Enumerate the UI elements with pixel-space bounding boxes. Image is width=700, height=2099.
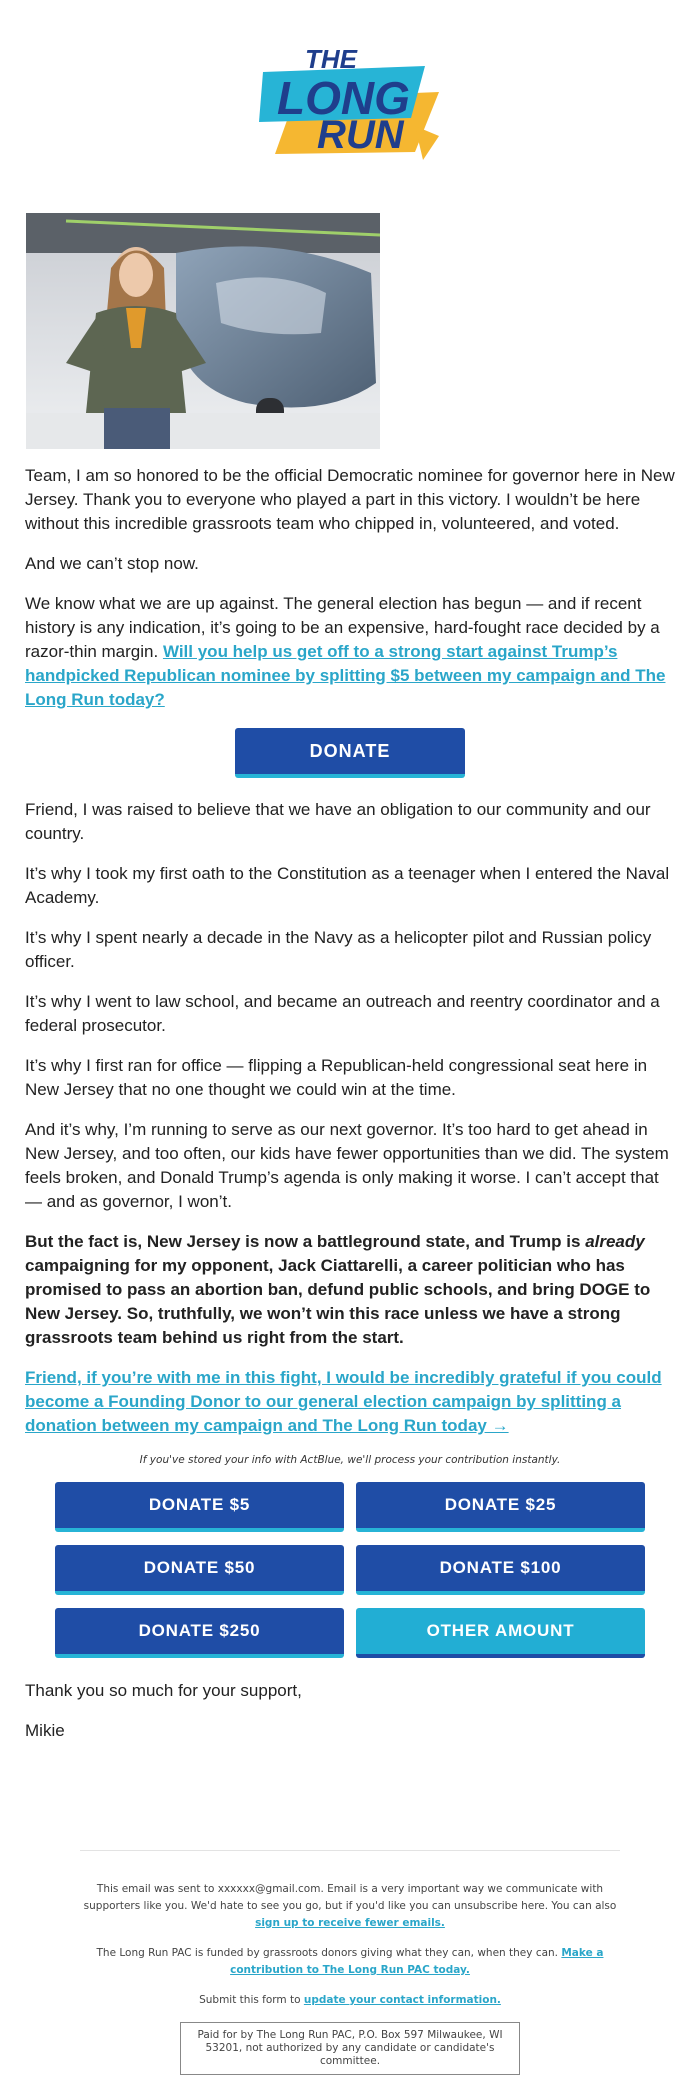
battleground-emphasis: already — [585, 1232, 645, 1251]
donate-button[interactable]: DONATE — [235, 728, 465, 778]
founding-donor-link[interactable]: Friend, if you’re with me in this fight, I would be incredibly grateful if you could become a Founding Donor to our general election campaign by splitting a donation between my campaign and The Long Run today → — [25, 1368, 662, 1435]
donate-100-button[interactable]: DONATE $100 — [356, 1545, 645, 1595]
paragraph-governor: And it’s why, I’m running to serve as our next governor. It’s too hard to get ahead in New Jersey, and too often, our kids have fewer opportunities than we did. The system feels broken, and Donald Trump’s agenda is only making it worse. I can’t accept that — and as governor, I won’t. — [25, 1120, 669, 1211]
donate-5-button[interactable]: DONATE $5 — [55, 1482, 344, 1532]
hero-photo — [26, 213, 380, 449]
signature: Mikie — [25, 1721, 65, 1740]
donate-50-button[interactable]: DONATE $50 — [55, 1545, 344, 1595]
logo-graphic — [255, 36, 450, 161]
donate-250-button[interactable]: DONATE $250 — [55, 1608, 344, 1658]
paragraph-congress: It’s why I first ran for office — flipping a Republican-held congressional seat here in New Jersey that no one thought we could win at the time. — [25, 1056, 648, 1099]
other-amount-button[interactable]: OTHER AMOUNT — [356, 1608, 645, 1658]
paragraph-law-school: It’s why I went to law school, and became an outreach and reentry coordinator and a federal prosecutor. — [25, 992, 660, 1035]
footer-funded-by: The Long Run PAC is funded by grassroots donors giving what they can, when they can. — [96, 1947, 562, 1959]
paragraph-raised: Friend, I was raised to believe that we have an obligation to our community and our country. — [25, 800, 651, 843]
thanks-line: Thank you so much for your support, — [25, 1681, 302, 1700]
paragraph-founding-donor — [25, 1366, 675, 1438]
paid-for-by-box: Paid for by The Long Run PAC, P.O. Box 597 Milwaukee, WI 53201, not authorized by any candidate or candidate's committee. — [180, 2022, 520, 2075]
donation-amount-grid — [55, 1482, 645, 1658]
footer-funding-text — [80, 1945, 620, 1979]
paragraph-battleground — [25, 1230, 675, 1350]
logo-text-run: RUN — [317, 113, 404, 157]
logo-text-the: THE — [305, 44, 357, 74]
email-body — [25, 464, 675, 1759]
footer-sent-to: This email was sent to xxxxxx@gmail.com. Email is a very important way we communicate with supporters like you. We'd hate to see you go, but if you'd like you can unsubscribe here. You can also — [83, 1883, 617, 1912]
donate-25-button[interactable]: DONATE $25 — [356, 1482, 645, 1532]
paragraph-oath: It’s why I took my first oath to the Constitution as a teenager when I entered the Naval Academy. — [25, 864, 670, 907]
long-run-logo[interactable] — [255, 36, 450, 161]
split-five-link[interactable]: Will you help us get off to a strong start against Trump’s handpicked Republican nominee by splitting $5 between my campaign and The Long Run today? — [25, 642, 666, 709]
general-election-text: We know what we are up against. The general election has begun — and if recent history is any indication, it’s going to be an expensive, hard-fought race decided by a razor-thin margin. — [25, 594, 660, 661]
update-contact-link[interactable]: update your contact information. — [303, 1994, 501, 2006]
paragraph-cant-stop: And we can’t stop now. — [25, 554, 199, 573]
footer-unsubscribe-text — [80, 1881, 620, 1932]
footer-submit-form: Submit this form to — [199, 1994, 304, 2006]
logo-text-long: LONG — [277, 72, 410, 124]
contribute-pac-link[interactable]: Make a contribution to The Long Run PAC today. — [230, 1947, 604, 1976]
battleground-text-2: campaigning for my opponent, Jack Ciattarelli, a career politician who has promised to pass an abortion ban, defund public schools, and bring DOGE to New Jersey. So, truthfully, we won’t win this race unless we have a strong grassroots team behind us right from the start. — [25, 1256, 651, 1347]
battleground-text-1: But the fact is, New Jersey is now a battleground state, and Trump is — [25, 1232, 586, 1251]
paragraph-navy: It’s why I spent nearly a decade in the Navy as a helicopter pilot and Russian policy officer. — [25, 928, 652, 971]
footer-update-text — [80, 1992, 620, 2009]
intro-paragraph: Team, I am so honored to be the official Democratic nominee for governor here in New Jersey. Thank you to everyone who played a part in this victory. I wouldn’t be here without this incredible grassroots team who chipped in, volunteered, and voted. — [25, 466, 675, 533]
paragraph-general-election — [25, 592, 675, 712]
actblue-note: If you've stored your info with ActBlue, we'll process your contribution instantly. — [139, 1454, 561, 1466]
email-footer — [80, 1850, 620, 2075]
fewer-emails-link[interactable]: sign up to receive fewer emails. — [255, 1917, 445, 1929]
